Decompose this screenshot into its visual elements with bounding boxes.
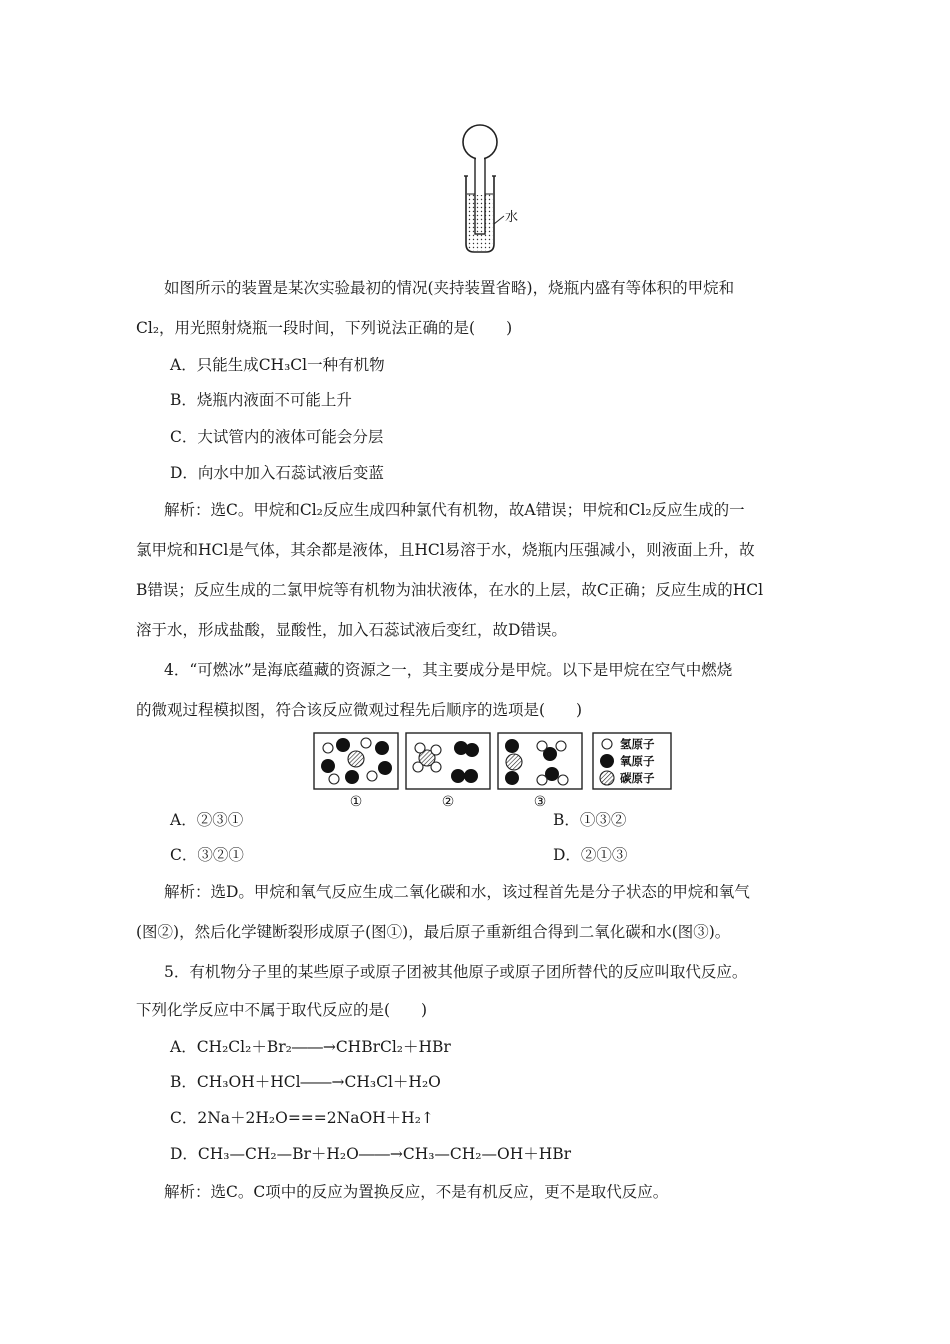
q5-stem-line-1: 5．有机物分子里的某些原子或原子团被其他原子或原子团所替代的反应叫取代反应。 (164, 963, 748, 981)
q5-option-b: B．CH₃OH＋HCl――→CH₃Cl＋H₂O (170, 1073, 441, 1091)
q5-stem-line-2: 下列化学反应中不属于取代反应的是( ) (136, 1001, 428, 1019)
q3-stem-line-2: Cl₂，用光照射烧瓶一段时间，下列说法正确的是( ) (136, 319, 513, 337)
legend (593, 733, 671, 789)
q4-analysis-line-1: 解析：选D。甲烷和氧气反应生成二氧化碳和水，该过程首先是分子状态的甲烷和氧气 (164, 883, 750, 901)
q4-option-c: C．③②① (170, 846, 244, 864)
q3-option-c: C．大试管内的液体可能会分层 (170, 428, 384, 446)
q3-option-d: D．向水中加入石蕊试液后变蓝 (170, 464, 384, 482)
panel-label-2: ② (441, 794, 455, 810)
q4-option-b: B．①③② (553, 811, 627, 829)
q3-analysis-line-3: B错误；反应生成的二氯甲烷等有机物为油状液体，在水的上层，故C正确；反应生成的HCl (136, 581, 764, 599)
q3-analysis-line-2: 氯甲烷和HCl是气体，其余都是液体，且HCl易溶于水，烧瓶内压强减小，则液面上升，故 (136, 541, 755, 559)
q3-analysis-line-1: 解析：选C。甲烷和Cl₂反应生成四种氯代有机物，故A错误；甲烷和Cl₂反应生成的一 (164, 501, 745, 519)
panel-label-1: ① (349, 794, 363, 810)
panel-3 (498, 733, 582, 789)
water-label: 水 (505, 210, 519, 225)
q4-option-a: A．②③① (170, 811, 244, 829)
panel-2 (406, 733, 490, 789)
legend-hydrogen: 氢原子 (620, 737, 655, 751)
panel-label-3: ③ (533, 794, 547, 810)
molecular-model-figure (310, 730, 680, 812)
q3-option-b: B．烧瓶内液面不可能上升 (170, 391, 352, 409)
q4-analysis-line-2: (图②)，然后化学键断裂形成原子(图①)，最后原子重新组合得到二氧化碳和水(图③)。 (136, 923, 731, 941)
q4-stem-line-2: 的微观过程模拟图，符合该反应微观过程先后顺序的选项是( ) (136, 701, 583, 719)
q5-analysis-line-1: 解析：选C。C项中的反应为置换反应，不是有机反应，更不是取代反应。 (164, 1183, 669, 1201)
flask-apparatus-figure (440, 118, 540, 258)
q5-option-c: C．2Na＋2H₂O===2NaOH＋H₂↑ (170, 1109, 434, 1127)
panel-1 (314, 733, 398, 789)
q5-option-d: D．CH₃—CH₂—Br＋H₂O――→CH₃—CH₂—OH＋HBr (170, 1145, 572, 1163)
q3-option-a: A．只能生成CH₃Cl一种有机物 (170, 356, 385, 374)
q5-option-a: A．CH₂Cl₂＋Br₂――→CHBrCl₂＋HBr (170, 1038, 451, 1056)
q3-stem-line-1: 如图所示的装置是某次实验最初的情况(夹持装置省略)，烧瓶内盛有等体积的甲烷和 (164, 279, 735, 297)
q4-option-d: D．②①③ (553, 846, 628, 864)
legend-carbon: 碳原子 (620, 771, 655, 785)
q4-stem-line-1: 4．“可燃冰”是海底蕴藏的资源之一，其主要成分是甲烷。以下是甲烷在空气中燃烧 (164, 661, 733, 679)
legend-oxygen: 氧原子 (620, 754, 655, 768)
q3-analysis-line-4: 溶于水，形成盐酸，显酸性，加入石蕊试液后变红，故D错误。 (136, 621, 567, 639)
